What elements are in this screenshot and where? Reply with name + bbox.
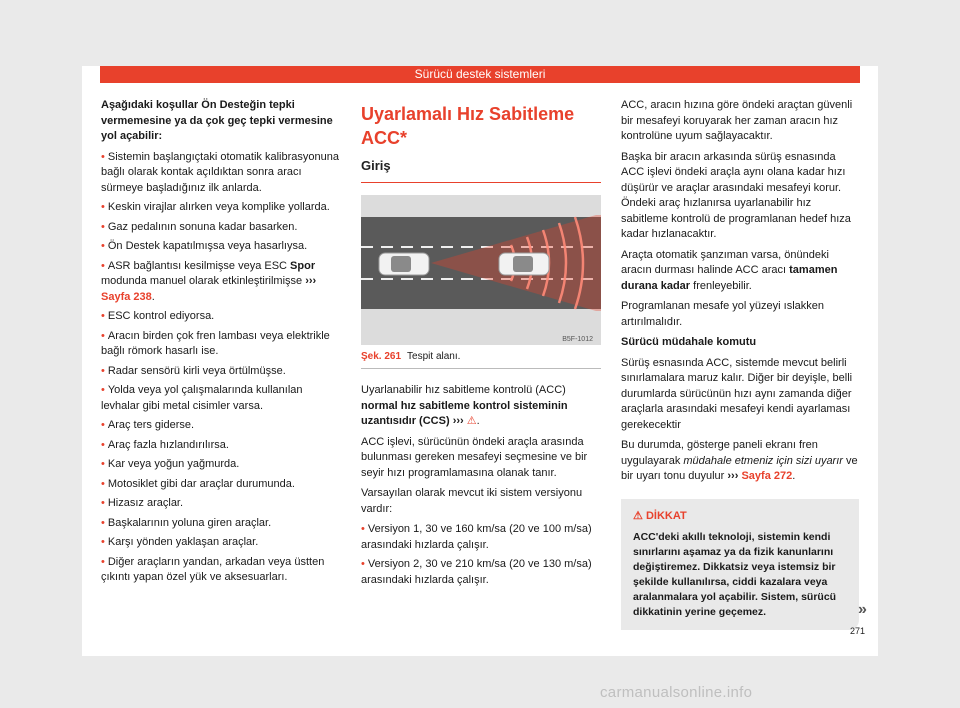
list-item: • Yolda veya yol çalışmalarında kullanılan levhalar gibi metal cisimler varsa. <box>101 384 303 412</box>
list-item: • Versiyon 2, 30 ve 210 km/sa (20 ve 130 m/sa) arasındaki hızlarda çalışır. <box>361 558 592 586</box>
warning-title: ⚠ DİKKAT <box>633 509 687 522</box>
list-item: • Radar sensörü kirli veya örtülmüşse. <box>101 364 286 377</box>
versions-intro: Varsayılan olarak mevcut iki sistem versiyonu vardır: <box>361 487 583 515</box>
road-illustration <box>361 195 601 345</box>
paragraph: Başka bir aracın arkasında sürüş esnasında ACC işlevi öndeki araçla aynı olana kadar hızı düşürür ve araçlar arasındaki mesafeyi korur. Öndeki araç hızlanırsa uyarlanabilir hız sabitleme kontrolü de programlanan hedef hıza kadar hızlanacaktır. <box>621 150 851 240</box>
page-number: 271 <box>850 626 866 636</box>
paragraph: Araçta otomatik şanzıman varsa, önündeki aracın durması halinde ACC aracı tamamen durana kadar frenleyebilir. <box>621 248 838 292</box>
intro-heading: Aşağıdaki koşullar Ön Desteğin tepki vermemesine ya da çok geç tepki vermesine yol açabilir: <box>101 99 333 142</box>
detection-area-figure <box>361 195 601 345</box>
divider <box>361 182 601 183</box>
list-item: • Araç ters giderse. <box>101 419 195 431</box>
paragraph: Sürüş esnasında ACC, sistemde mevcut belirli sınırlamalara maruz kalır. Diğer bir deyişle, belli durumlarda sürücünün hızı aynı zamanda diğer araçlarla arasındaki mesafeyi kendi ayarlaması gerekecektir <box>621 356 853 431</box>
acc-description: ACC işlevi, sürücünün öndeki araçla arasında bulunması gereken mesafeyi seçmesine ve bir seyir hızı programlamasına olanak tanır. <box>361 435 588 479</box>
list-item: • Gaz pedalının sonuna kadar basarken. <box>101 220 298 233</box>
list-item: • Versiyon 1, 30 ve 160 km/sa (20 ve 100 m/sa) arasındaki hızlarda çalışır. <box>361 523 592 551</box>
column-right <box>621 98 859 630</box>
preceding-car-icon <box>499 253 549 275</box>
list-item: • Hizasız araçlar. <box>101 497 184 509</box>
subheading: Sürücü müdahale komutu <box>621 336 757 348</box>
own-car-icon <box>379 253 429 275</box>
list-item: • Araç fazla hızlandırılırsa. <box>101 438 229 451</box>
warning-triangle-icon[interactable]: ⚠ <box>466 415 477 427</box>
list-item: • ESC kontrol ediyorsa. <box>101 310 215 322</box>
paragraph: Programlanan mesafe yol yüzeyi ıslakken artırılmalıdır. <box>621 300 824 328</box>
list-item-asr: • ASR bağlantısı kesilmişse veya ESC Spor modunda manuel olarak etkinleştirilmişse ››› Sayfa 238. <box>101 259 317 303</box>
watermark: carmanualsonline.info <box>600 684 753 701</box>
page-reference[interactable]: ››› Sayfa 272 <box>727 470 793 482</box>
column-middle <box>361 102 601 592</box>
list-item: • Aracın birden çok fren lambası veya elektrikle bağlı römork hasarlı ise. <box>101 329 330 357</box>
section-subtitle: Giriş <box>361 158 391 173</box>
column-left <box>101 98 341 590</box>
figure-caption: Şek. 261 Tespit alanı. <box>361 349 601 370</box>
list-item: • Başkalarının yoluna giren araçlar. <box>101 516 272 529</box>
warning-triangle-icon: ⚠ <box>633 509 643 522</box>
warning-box <box>621 499 859 630</box>
next-page-icon[interactable]: » <box>858 601 867 618</box>
list-item: • Ön Destek kapatılmışsa veya hasarlıysa. <box>101 240 308 252</box>
figure-code: B5F-1012 <box>562 335 593 343</box>
list-item: • Sistemin başlangıçtaki otomatik kalibrasyonuna bağlı olarak kontak açıldıktan sonra aracı sürmeye başladığınız ilk anlarda. <box>101 150 339 194</box>
section-title: Uyarlamalı Hız Sabitleme ACC* <box>361 104 575 148</box>
list-item: • Motosiklet gibi dar araçlar durumunda. <box>101 477 295 490</box>
paragraph: ACC, aracın hızına göre öndeki araçtan güvenli bir mesafeyi koruyarak her zaman aracın hız kontrolüne uyum sağlayacaktır. <box>621 99 853 142</box>
list-item: • Kar veya yoğun yağmurda. <box>101 458 240 470</box>
page-reference[interactable]: ››› Sayfa 238 <box>101 275 317 303</box>
list-item: • Karşı yönden yaklaşan araçlar. <box>101 536 259 548</box>
paragraph: Bu durumda, gösterge paneli ekranı fren uygulayarak müdahale etmeniz için sizi uyarır ve bir uyarı tonu duyulur ››› Sayfa 272. <box>621 439 858 482</box>
list-item: • Keskin virajlar alırken veya komplike yollarda. <box>101 201 330 213</box>
section-header: Sürücü destek sistemleri <box>100 66 860 83</box>
list-item: • Diğer araçların yandan, arkadan veya üstten çıkıntı yapan özel yük ve aksesuarları. <box>101 555 325 583</box>
acc-intro: Uyarlanabilir hız sabitleme kontrolü (ACC) normal hız sabitleme kontrol sisteminin uzantısıdır (CCS) ››› ⚠. <box>361 384 568 427</box>
warning-text: ACC'deki akıllı teknoloji, sistemin kendi sınırlarını aşamaz ya da fizik kanunlarını değiştiremez. Dikkatsiz veya istemsiz bir şekilde kullanılırsa, ciddi kazalara veya aralanmalara yol açabilir. Sistem, sürücü dikkatinin yerine geçemez. <box>633 530 837 618</box>
